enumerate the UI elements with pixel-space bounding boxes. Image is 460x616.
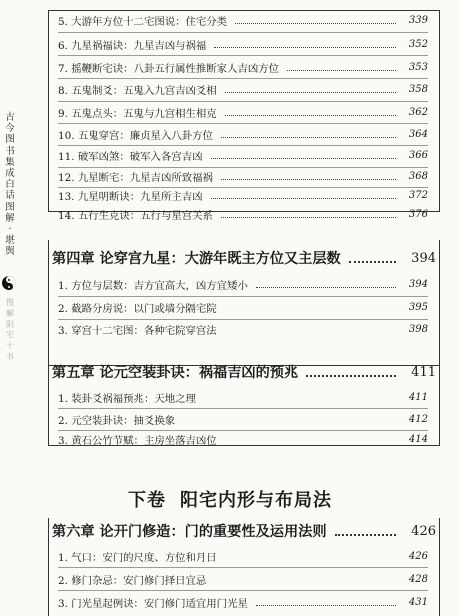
chapter-heading[interactable] [52, 520, 436, 542]
toc-entry-label: 7. 摇鞭断宅诀：八卦五行属性推断家人吉凶方位 [58, 63, 280, 75]
toc-entry[interactable] [58, 59, 428, 76]
toc-entry[interactable] [58, 147, 428, 164]
toc-page-number: 358 [408, 84, 428, 95]
toc-entry[interactable] [58, 187, 428, 204]
leader-dots [349, 261, 396, 263]
toc-entry[interactable] [58, 81, 428, 98]
toc-page-number: 368 [408, 171, 428, 182]
toc-page-number: 366 [408, 150, 428, 161]
toc-page-number: 395 [408, 302, 428, 313]
divider [58, 123, 428, 124]
leader-dots [287, 70, 396, 71]
chapter-title: 第六章 论开门修造：门的重要性及运用法则 [52, 524, 327, 540]
leader-dots [306, 375, 396, 377]
toc-page-number: 353 [408, 62, 428, 73]
divider [58, 101, 428, 102]
leader-dots [214, 47, 396, 48]
toc-entry-label: 1. 装卦爻祸福预兆：天地之理 [58, 393, 196, 405]
part-label: 下卷 [128, 490, 166, 511]
chapter-page-number: 411 [411, 364, 436, 380]
toc-entry[interactable] [58, 299, 428, 316]
chapter-heading[interactable] [52, 361, 436, 383]
toc-page-number: 394 [408, 279, 428, 290]
toc-entry-label: 1. 气口：安门的尺度、方位和月日 [58, 552, 217, 564]
yin-yang-icon [2, 276, 16, 290]
leader-dots [211, 158, 396, 159]
toc-entry-label: 9. 五鬼点头：五鬼与九宫相生相克 [58, 108, 217, 120]
toc-entry[interactable] [58, 548, 428, 565]
toc-entry-label: 5. 大游年方位十二宅图说：住宅分类 [58, 16, 228, 28]
divider [58, 567, 428, 568]
toc-entry-label: 2. 修门杂忌：安门修门择日宜忌 [58, 575, 207, 587]
sidebar [0, 0, 22, 616]
toc-entry[interactable] [58, 206, 428, 223]
toc-page-number: 364 [408, 129, 428, 140]
toc-entry-label: 6. 九星祸福诀：九星吉凶与祸福 [58, 40, 207, 52]
toc-entry[interactable] [58, 431, 428, 448]
toc-page-number: 352 [408, 39, 428, 50]
chapter-heading[interactable] [52, 247, 436, 269]
toc-page-number: 339 [408, 15, 428, 26]
divider [58, 55, 428, 56]
toc-entry-label: 14. 五行生克诀：五行与星宫关系 [58, 210, 213, 222]
divider [58, 296, 428, 297]
toc-entry[interactable] [58, 389, 428, 406]
book-subtitle: 图 解 阳 宅 十 书 [6, 298, 14, 361]
toc-page-number: 431 [408, 597, 428, 608]
leader-dots [256, 287, 396, 288]
toc-entry[interactable] [58, 126, 428, 143]
divider [58, 319, 428, 320]
chapter-title: 第四章 论穿宫九星：大游年既主方位又主层数 [52, 251, 341, 267]
toc-entry-label: 11. 破军凶煞：破军入各宫吉凶 [58, 151, 203, 163]
toc-page-number: 362 [408, 107, 428, 118]
toc-page-number: 376 [408, 209, 428, 220]
toc-entry[interactable] [58, 276, 428, 293]
toc-page-number: 372 [408, 190, 428, 201]
toc-page-number: 412 [408, 414, 428, 425]
leader-dots [235, 23, 396, 24]
toc-page-number: 426 [408, 551, 428, 562]
toc-entry[interactable] [58, 571, 428, 588]
divider [58, 145, 428, 146]
divider [58, 78, 428, 79]
toc-entry-label: 12. 九星断宅：九星吉凶所致福祸 [58, 172, 213, 184]
leader-dots [221, 217, 396, 218]
leader-dots [225, 92, 396, 93]
toc-entry-label: 10. 五鬼穿宫：廉贞星入八卦方位 [58, 130, 213, 142]
toc-entry-label: 3. 门光星起例诀：安门修门适宜用门光星 [58, 598, 248, 610]
chapter-page-number: 426 [411, 523, 436, 539]
part-title: 阳宅内形与布局法 [180, 490, 332, 511]
divider [58, 590, 428, 591]
leader-dots [221, 137, 396, 138]
leader-dots [211, 198, 396, 199]
toc-entry[interactable] [58, 168, 428, 185]
toc-entry[interactable] [58, 104, 428, 121]
toc-entry[interactable] [58, 411, 428, 428]
toc-entry[interactable] [58, 321, 428, 338]
divider [58, 32, 428, 33]
toc-entry[interactable] [58, 36, 428, 53]
leader-dots [225, 115, 396, 116]
book-series-title: 古 今 图 书 集 成 白 话 图 解 · 堪 舆 [5, 112, 15, 258]
leader-dots [221, 179, 396, 180]
leader-dots [335, 534, 396, 536]
toc-page-number: 428 [408, 574, 428, 585]
chapter-title: 第五章 论元空装卦诀：祸福吉凶的预兆 [52, 365, 299, 381]
toc-page-number: 414 [408, 434, 428, 445]
divider [58, 408, 428, 409]
toc-entry-label: 3. 黄石公竹节赋：主房坐落吉凶位 [58, 435, 217, 447]
toc-page-number: 398 [408, 324, 428, 335]
toc-entry-label: 1. 方位与层数：吉方宜高大，凶方宜矮小 [58, 280, 248, 292]
toc-entry-label: 3. 穿宫十二宅图：各种宅院穿宫法 [58, 325, 217, 337]
toc-entry-label: 2. 元空装卦诀：抽爻换象 [58, 415, 176, 427]
part-heading[interactable] [0, 486, 460, 512]
toc-entry-label: 2. 截路分房说：以门或墙分隔宅院 [58, 303, 217, 315]
chapter-page-number: 394 [411, 250, 436, 266]
toc-entry[interactable] [58, 594, 428, 611]
toc-page-number: 411 [408, 392, 428, 403]
toc-entry-label: 13. 九星明断诀：九星所主吉凶 [58, 191, 203, 203]
leader-dots [256, 605, 396, 606]
toc-entry-label: 8. 五鬼制爻：五鬼入九宫吉凶爻相 [58, 85, 217, 97]
toc-entry[interactable] [58, 12, 428, 29]
